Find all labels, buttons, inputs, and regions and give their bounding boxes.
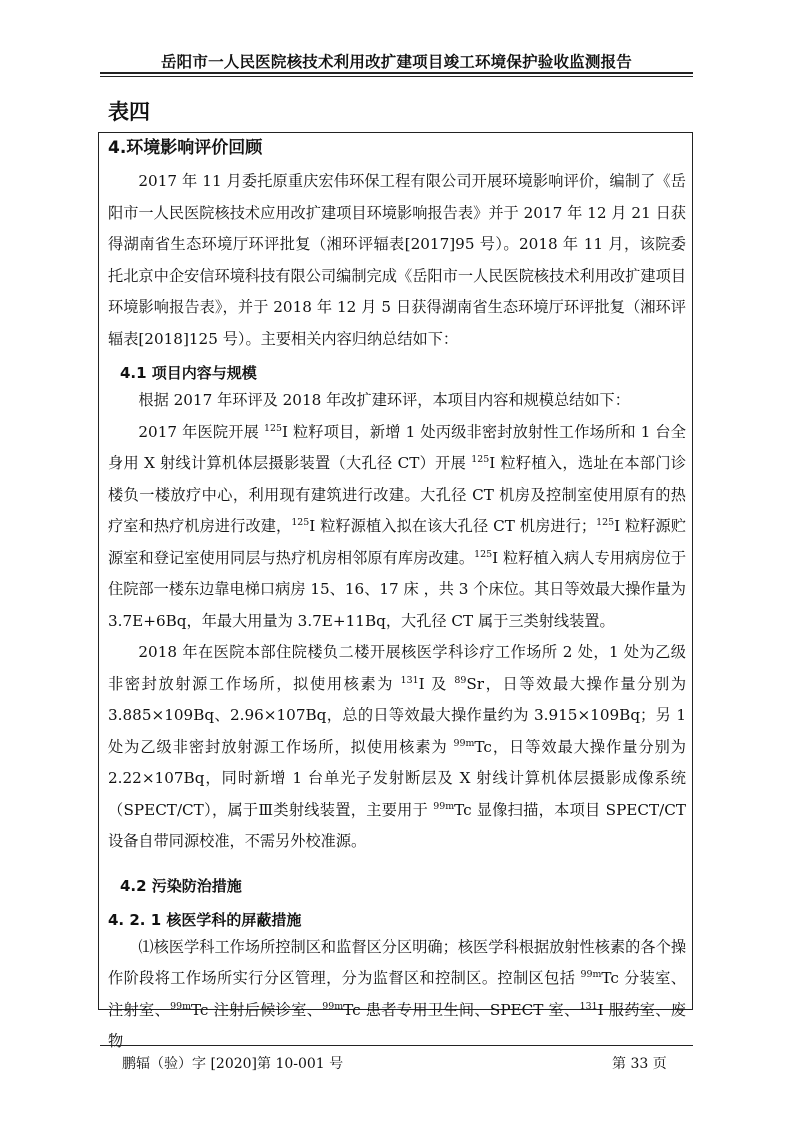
intro-paragraph: 2017 年 11 月委托原重庆宏伟环保工程有限公司开展环境影响评价，编制了《岳阳市一人民医院核技术应用改扩建项目环境影响报告表》并于 2017 年 12 月 21 日获得湖南省生态环境厅环评批复（湘环评辐表[2017]95 号）。2018 年 11 月，该院委托北京中企安信环境科技有限公司编制完成《岳阳市一人民医院核技术利用改扩建项目环境影响报告表》，并于 2018 年 12 月 5 日获得湖南省生态环境厅环评批复（湘环评辐表[2018]125 号）。主要相关内容归纳总结如下： xyxy=(108,172,686,348)
subsection-4-1-paragraph-2: 2017 年医院开展 $^{125}$I 粒籽项目，新增 1 处丙级非密封放射性工作场所和 1 台全身用 X 射线计算机体层摄影装置（大孔径 CT）开展 $^{125}$I 粒籽植入，选址在本部门诊楼负一楼放疗中心，利用现有建筑进行改建。大孔径 CT 机房及控制室使用原有的热疗室和热疗机房进行改建，$^{125}$I 粒籽源植入拟在该大孔径 CT 机房进行；$^{125}$I 粒籽源贮源室和登记室使用同层与热疗机房相邻原有库房改建。$^{125}$I 粒籽植入病人专用病房位于住院部一楼东边靠电梯口病房 15、16、17 床 ，共 3 个床位。其日等效最大操作量为 3.7E+6Bq，年最大用量为 3.7E+11Bq，大孔径 CT 属于三类射线装置。 xyxy=(108,422,687,630)
section-title: 4.环境影响评价回顾 xyxy=(108,138,263,158)
header-rule xyxy=(100,72,693,74)
subsection-4-2-title: 4.2 污染防治措施 xyxy=(120,876,242,895)
footer-rule xyxy=(100,1045,693,1046)
subsection-4-1-paragraph-3: 2018 年在医院本部住院楼负二楼开展核医学科诊疗工作场所 2 处，1 处为乙级非密封放射源工作场所，拟使用核素为 $^{131}$I 及 $^{89}$Sr，日等效最大操作量分别为 3.885×109Bq、2.96×107Bq，总的日等效最大操作量约为 3.915×109Bq；另 1 处为乙级非密封放射源工作场所，拟使用核素为 $^{99m}$Tc，日等效最大操作量分别为 2.22×107Bq，同时新增 1 台单光子发射断层及 X 射线计算机体层摄影成像系统（SPECT/CT），属于Ⅲ类射线装置，主要用于 $^{99m}$Tc 显像扫描，本项目 SPECT/CT 设备自带同源校准，不需另外校准源。 xyxy=(108,643,687,850)
table-label: 表四 xyxy=(108,100,150,124)
page-number: 第 33 页 xyxy=(612,1056,667,1072)
subsection-4-1-title: 4.1 项目内容与规模 xyxy=(120,364,257,382)
subsection-4-2-1-paragraph-1: ⑴核医学科工作场所控制区和监督区分区明确；核医学科根据放射性核素的各个操作阶段将工作场所实行分区管理，分为监督区和控制区。控制区包括 $^{99m}$Tc 分装室、注射室、$^{99m}$Tc 注射后候诊室、$^{99m}$Tc 患者专用卫生间、SPECT 室、$^{131}$I 服药室、废物 xyxy=(108,937,686,1050)
content-body xyxy=(108,136,686,1058)
subsection-4-2-1-title: 4. 2. 1 核医学科的屏蔽措施 xyxy=(108,910,302,929)
header-rule-thin xyxy=(100,76,693,77)
report-number: 鹏辐（验）字 [2020]第 10-001 号 xyxy=(122,1056,344,1072)
report-header-title: 岳阳市一人民医院核技术利用改扩建项目竣工环境保护验收监测报告 xyxy=(160,53,632,71)
subsection-4-1-paragraph-1: 根据 2017 年环评及 2018 年改扩建环评，本项目内容和规模总结如下： xyxy=(138,391,630,409)
